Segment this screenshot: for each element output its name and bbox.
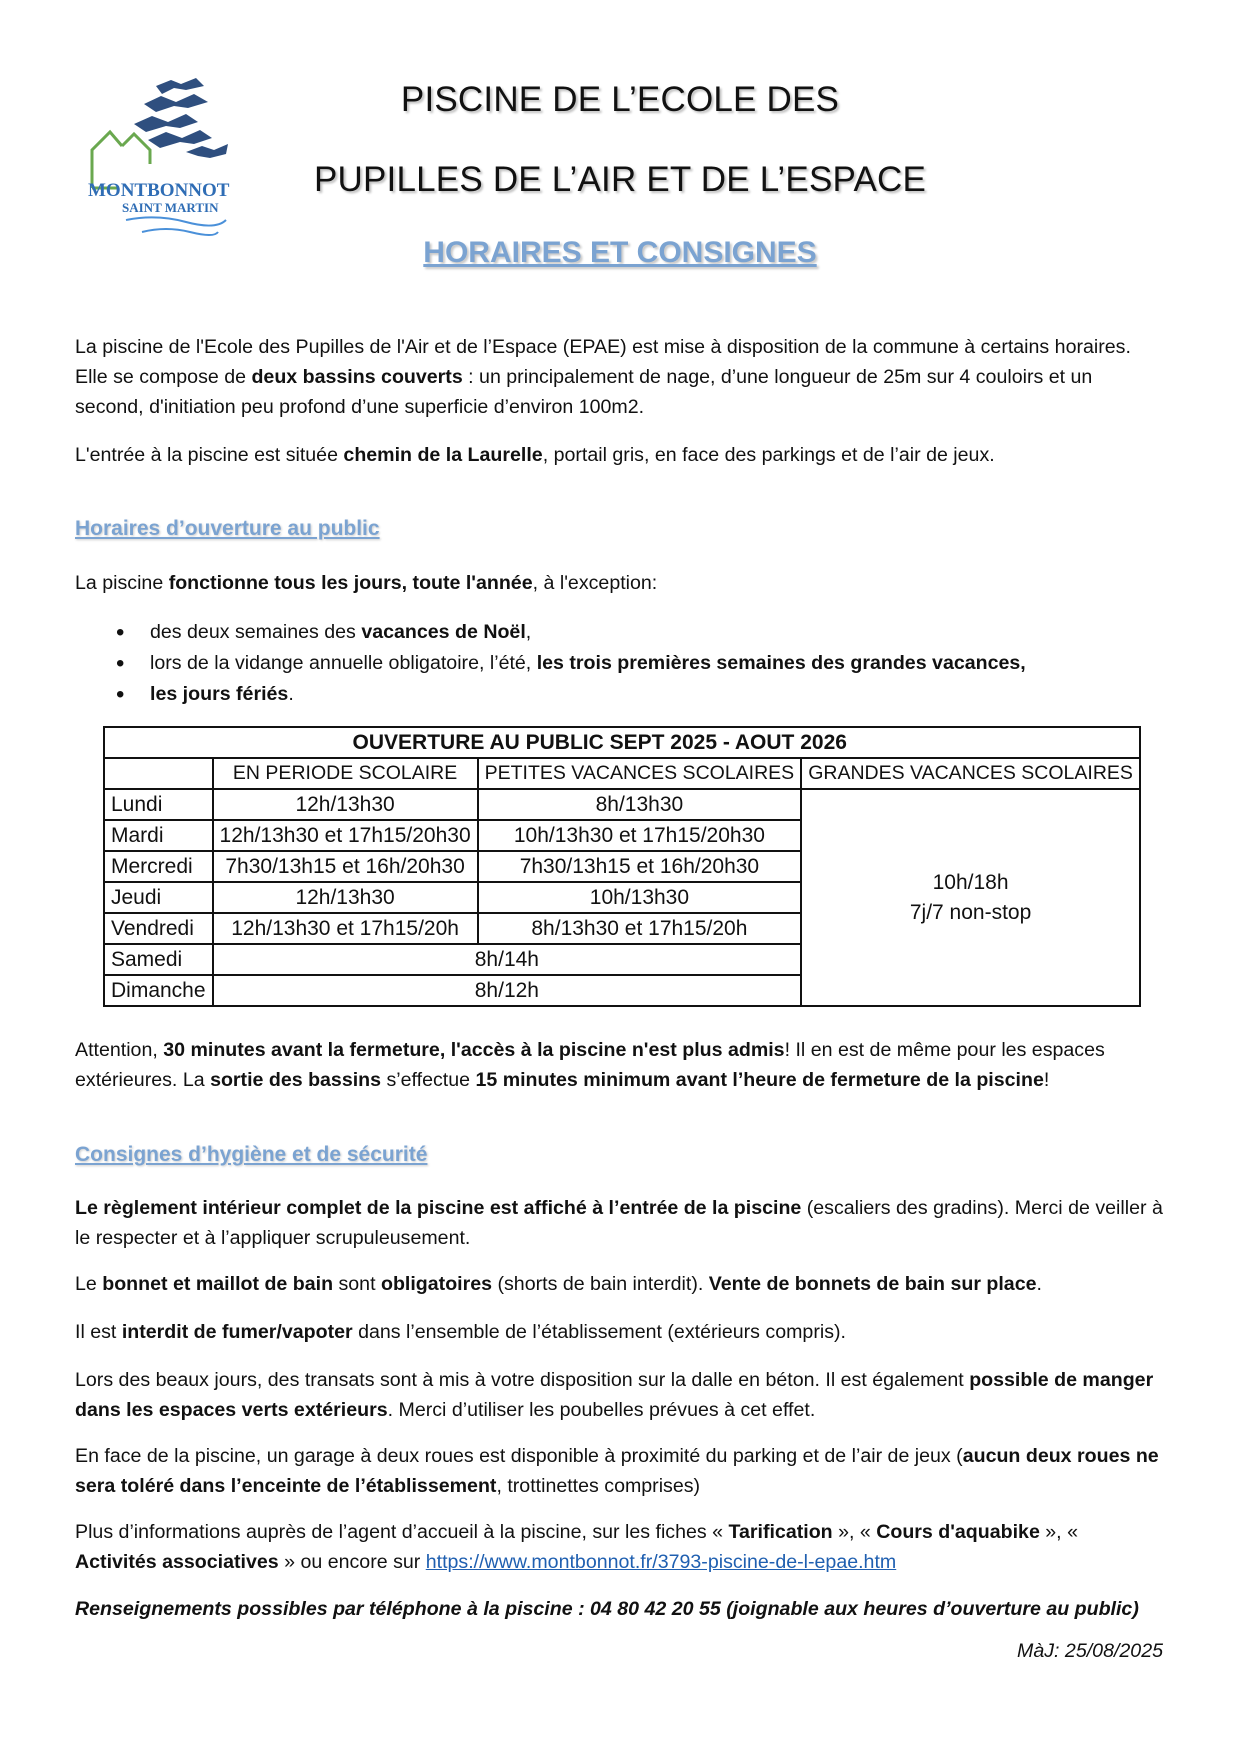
table-row bbox=[104, 789, 1140, 820]
schedule-table bbox=[103, 726, 1141, 1007]
consignes-heading: Consignes d’hygiène et de sécurité bbox=[75, 1143, 428, 1166]
day-cell: Lundi bbox=[104, 789, 213, 820]
hours-cell: 7h30/13h15 et 16h/20h30 bbox=[213, 851, 478, 882]
hours-cell: 12h/13h30 bbox=[213, 789, 478, 820]
hours-cell: 8h/13h30 bbox=[478, 789, 802, 820]
list-item: • lors de la vidange annuelle obligatoire, l’été, les trois premières semaines des grandes vacances, bbox=[100, 648, 1160, 679]
consigne-deux-roues: En face de la piscine, un garage à deux roues est disponible à proximité du parking et de l’air de jeux (aucun deux roues ne sera toléré dans l’enceinte de l’établissement, trottinettes comprises) bbox=[75, 1445, 1159, 1497]
intro-paragraph-1: La piscine de l'Ecole des Pupilles de l'Air et de l’Espace (EPAE) est mise à disposition de la commune à certains horaires. Elle se compose de deux bassins couverts : un principalement de nage, d’une longueur de 25m sur 4 couloirs et un second, d'initiation peu profond d’une superficie d’environ 100m2. bbox=[75, 336, 1131, 418]
col-header-petites: PETITES VACANCES SCOLAIRES bbox=[478, 758, 802, 789]
montbonnot-logo bbox=[86, 76, 236, 246]
hours-cell: 10h/13h30 et 17h15/20h30 bbox=[478, 820, 802, 851]
list-item: • des deux semaines des vacances de Noël, bbox=[100, 617, 1160, 648]
consigne-fumer: Il est interdit de fumer/vapoter dans l’ensemble de l’établissement (extérieurs compris). bbox=[75, 1321, 846, 1343]
hours-cell: 8h/14h bbox=[213, 944, 802, 975]
phone-info: Renseignements possibles par téléphone à la piscine : 04 80 42 20 55 (joignable aux heures d’ouverture au public) bbox=[75, 1598, 1139, 1620]
page-subtitle: HORAIRES ET CONSIGNES bbox=[423, 236, 817, 269]
hours-cell: 7h30/13h15 et 16h/20h30 bbox=[478, 851, 802, 882]
hours-cell: 12h/13h30 et 17h15/20h30 bbox=[213, 820, 478, 851]
table-title-row bbox=[104, 727, 1140, 758]
page-title-line2: PUPILLES DE L’AIR ET DE L’ESPACE bbox=[313, 160, 927, 199]
day-cell: Dimanche bbox=[104, 975, 213, 1006]
hours-cell: 8h/12h bbox=[213, 975, 802, 1006]
hours-cell: 8h/13h30 et 17h15/20h bbox=[478, 913, 802, 944]
hours-cell: 12h/13h30 bbox=[213, 882, 478, 913]
page-title-line1: PISCINE DE L’ECOLE DES bbox=[400, 80, 840, 119]
col-header-scolaire: EN PERIODE SCOLAIRE bbox=[213, 758, 478, 789]
day-cell: Jeudi bbox=[104, 882, 213, 913]
col-header-grandes: GRANDES VACANCES SCOLAIRES bbox=[801, 758, 1140, 789]
table-header-row bbox=[104, 758, 1140, 789]
consigne-informations: Plus d’informations auprès de l’agent d’accueil à la piscine, sur les fiches « Tarification », « Cours d'aquabike », « Activités associatives » ou encore sur https://www.montbonnot.fr/3793-piscine-de-l-epae.htm bbox=[75, 1521, 1078, 1573]
grandes-vacances-cell: 10h/18h 7j/7 non-stop bbox=[801, 789, 1140, 1006]
exceptions-list bbox=[100, 617, 1160, 710]
list-item: • les jours fériés. bbox=[100, 679, 1160, 710]
horaires-heading: Horaires d’ouverture au public bbox=[75, 517, 380, 540]
svg-text:SAINT MARTIN: SAINT MARTIN bbox=[122, 200, 219, 215]
hours-cell: 10h/13h30 bbox=[478, 882, 802, 913]
consigne-reglement: Le règlement intérieur complet de la piscine est affiché à l’entrée de la piscine (escaliers des gradins). Merci de veiller à le respecter et à l’appliquer scrupuleusement. bbox=[75, 1197, 1163, 1249]
day-cell: Mardi bbox=[104, 820, 213, 851]
consigne-bonnet: Le bonnet et maillot de bain sont obligatoires (shorts de bain interdit). Vente de bonnets de bain sur place. bbox=[75, 1273, 1042, 1295]
day-cell: Samedi bbox=[104, 944, 213, 975]
table-title: OUVERTURE AU PUBLIC SEPT 2025 - AOUT 2026 bbox=[213, 727, 1140, 758]
update-date: MàJ: 25/08/2025 bbox=[1017, 1640, 1163, 1662]
attention-paragraph: Attention, 30 minutes avant la fermeture, l'accès à la piscine n'est plus admis! Il en est de même pour les espaces extérieures. La sortie des bassins s’effectue 15 minutes minimum avant l’heure de fermeture de la piscine! bbox=[75, 1039, 1105, 1091]
hours-cell: 12h/13h30 et 17h15/20h bbox=[213, 913, 478, 944]
day-cell: Mercredi bbox=[104, 851, 213, 882]
piscine-link[interactable]: https://www.montbonnot.fr/3793-piscine-de-l-epae.htm bbox=[425, 1551, 897, 1573]
horaires-lead: La piscine fonctionne tous les jours, toute l'année, à l'exception: bbox=[75, 572, 658, 594]
consigne-transats: Lors des beaux jours, des transats sont à mis à votre disposition sur la dalle en béton. Il est également possible de manger dans les espaces verts extérieurs. Merci d’utiliser les poubelles prévues à cet effet. bbox=[75, 1369, 1154, 1421]
svg-text:MONTBONNOT: MONTBONNOT bbox=[88, 180, 230, 201]
intro-paragraph-2: L'entrée à la piscine est située chemin de la Laurelle, portail gris, en face des parkings et de l’air de jeux. bbox=[75, 444, 995, 466]
day-cell: Vendredi bbox=[104, 913, 213, 944]
